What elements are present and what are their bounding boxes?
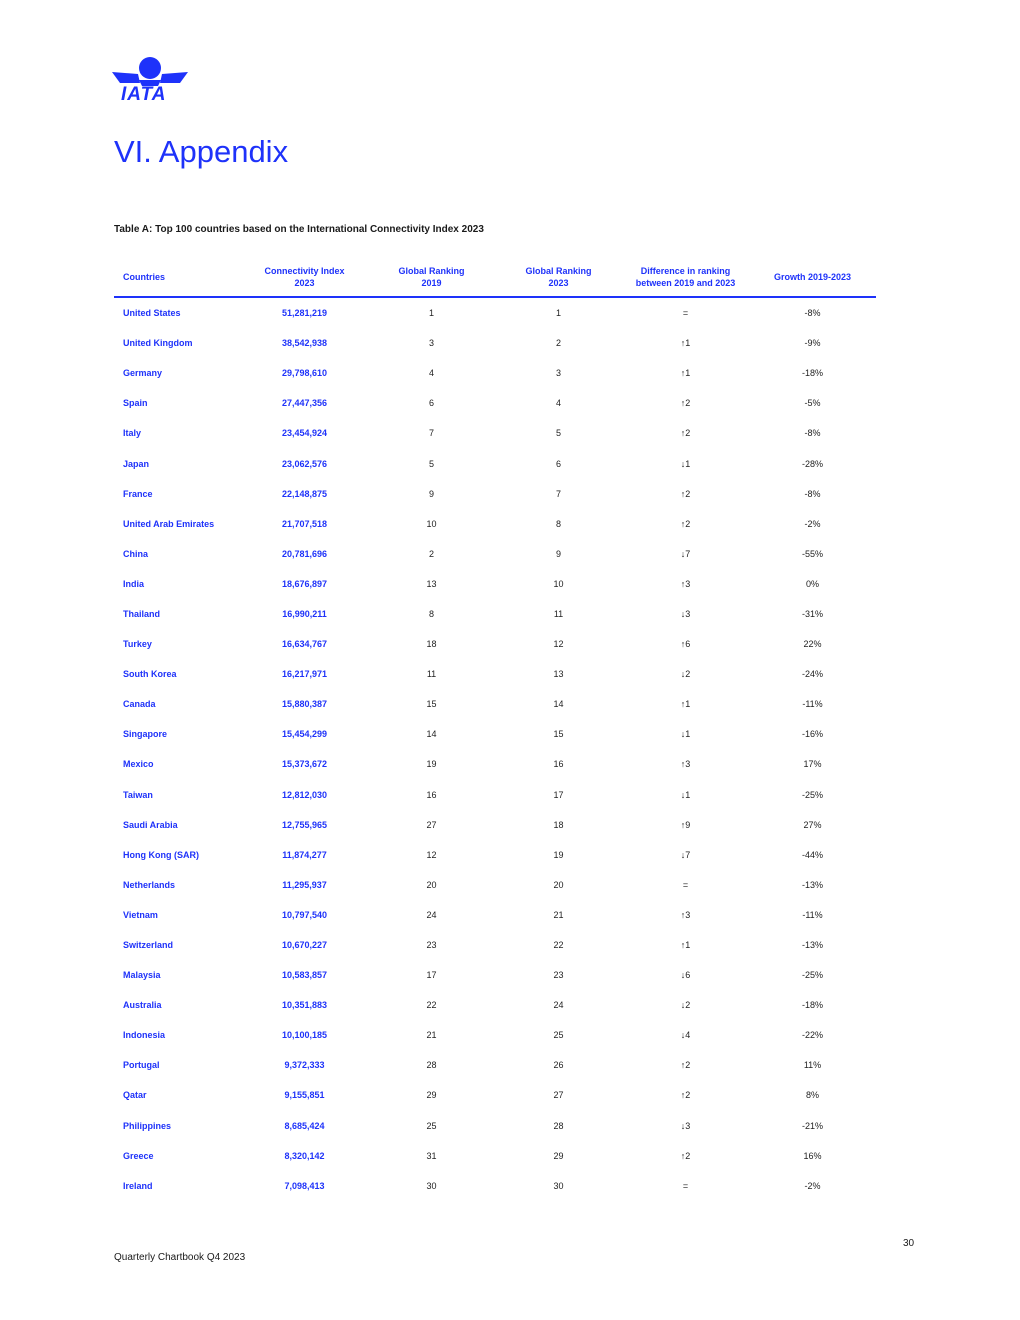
header-growth <box>749 257 876 298</box>
growth-cell: -22% <box>801 1030 823 1041</box>
growth-cell: 22% <box>803 639 822 650</box>
growth-cell: -11% <box>802 699 823 710</box>
growth-cell: -5% <box>804 398 821 409</box>
ranking-2023-cell: 10 <box>553 578 564 589</box>
growth-cell: 11% <box>803 1060 822 1071</box>
growth-cell: 8% <box>805 1090 819 1101</box>
country-cell: Malaysia <box>123 970 161 981</box>
ranking-difference-cell: ↑3 <box>680 578 691 589</box>
table-row <box>114 599 876 629</box>
ranking-2019-cell: 5 <box>428 458 434 469</box>
ranking-2019-cell: 28 <box>426 1060 437 1071</box>
ranking-2019-cell: 14 <box>426 729 437 740</box>
ranking-difference-cell: ↓7 <box>680 849 691 860</box>
ranking-difference-cell: ↓2 <box>680 669 691 680</box>
header-ranking-2023-line2: 2023 <box>548 277 569 288</box>
ranking-2023-cell: 12 <box>553 639 564 650</box>
connectivity-index-cell: 9,155,851 <box>284 1090 325 1101</box>
country-cell: Portugal <box>123 1060 160 1071</box>
ranking-2023-cell: 1 <box>555 308 561 319</box>
connectivity-index-cell: 29,798,610 <box>281 368 328 379</box>
table-row <box>114 1141 876 1171</box>
ranking-2019-cell: 11 <box>426 669 437 680</box>
table-row <box>114 780 876 810</box>
country-cell: Indonesia <box>123 1030 166 1041</box>
country-cell: Philippines <box>123 1120 172 1131</box>
ranking-2019-cell: 20 <box>426 879 437 890</box>
connectivity-index-cell: 11,874,277 <box>282 849 327 860</box>
country-cell: Greece <box>123 1150 154 1161</box>
ranking-2019-cell: 22 <box>426 1000 437 1011</box>
table-row <box>114 509 876 539</box>
country-cell: Australia <box>123 1000 162 1011</box>
ranking-2023-cell: 28 <box>553 1120 564 1131</box>
country-cell: Netherlands <box>123 879 176 890</box>
ranking-2019-cell: 17 <box>426 970 437 981</box>
growth-cell: -13% <box>801 940 823 951</box>
ranking-difference-cell: ↓1 <box>680 729 691 740</box>
header-ranking-2019-line1: Global Ranking <box>398 265 465 276</box>
connectivity-index-cell: 12,755,965 <box>281 819 328 830</box>
ranking-2023-cell: 30 <box>553 1180 564 1191</box>
growth-cell: -24% <box>801 669 823 680</box>
country-cell: Hong Kong (SAR) <box>123 849 199 860</box>
table-row <box>114 659 876 689</box>
ranking-2023-cell: 23 <box>553 970 564 981</box>
table-row <box>114 749 876 779</box>
header-ranking-difference-line2: between 2019 and 2023 <box>635 277 736 288</box>
growth-cell: -18% <box>801 1000 823 1011</box>
ranking-2023-cell: 22 <box>553 940 564 951</box>
logo-text: IATA <box>121 84 167 105</box>
ranking-difference-cell: ↑2 <box>680 1090 691 1101</box>
growth-cell: -8% <box>804 308 821 319</box>
country-cell: Mexico <box>123 759 154 770</box>
ranking-difference-cell: ↑2 <box>680 518 691 529</box>
table-row <box>114 358 876 388</box>
country-cell: China <box>123 548 149 559</box>
ranking-2019-cell: 30 <box>426 1180 437 1191</box>
table-row <box>114 1050 876 1080</box>
ranking-difference-cell: ↑1 <box>680 940 691 951</box>
header-ranking-difference-line1: Difference in ranking <box>640 265 731 276</box>
ranking-2023-cell: 21 <box>553 909 564 920</box>
ranking-2019-cell: 27 <box>426 819 437 830</box>
connectivity-index-cell: 15,454,299 <box>281 729 328 740</box>
ranking-2023-cell: 14 <box>553 699 564 710</box>
ranking-difference-cell: ↓4 <box>680 1030 691 1041</box>
header-ranking-difference <box>622 257 749 298</box>
growth-cell: -44% <box>801 849 823 860</box>
country-cell: Taiwan <box>123 789 153 800</box>
growth-cell: -8% <box>804 488 821 499</box>
page-title: VI. Appendix <box>114 134 289 169</box>
header-connectivity-index-line2: 2023 <box>294 277 315 288</box>
growth-cell: -25% <box>801 789 823 800</box>
growth-cell: 17% <box>803 759 822 770</box>
connectivity-index-cell: 8,320,142 <box>284 1150 325 1161</box>
ranking-2023-cell: 19 <box>553 849 564 860</box>
connectivity-index-cell: 16,634,767 <box>281 639 328 650</box>
ranking-2019-cell: 25 <box>426 1120 437 1131</box>
ranking-difference-cell: ↑2 <box>680 428 691 439</box>
table-header-row <box>114 257 876 298</box>
table-row <box>114 298 876 328</box>
country-cell: Italy <box>123 428 142 439</box>
table-row <box>114 569 876 599</box>
ranking-2023-cell: 11 <box>553 608 564 619</box>
connectivity-index-cell: 8,685,424 <box>284 1120 325 1131</box>
ranking-difference-cell: ↑2 <box>680 1060 691 1071</box>
ranking-2023-cell: 4 <box>555 398 561 409</box>
connectivity-index-cell: 10,351,883 <box>281 1000 328 1011</box>
ranking-2023-cell: 13 <box>553 669 564 680</box>
growth-cell: -18% <box>801 368 823 379</box>
ranking-2023-cell: 20 <box>553 879 564 890</box>
growth-cell: 16% <box>803 1150 822 1161</box>
table-body <box>114 298 876 1201</box>
ranking-2019-cell: 2 <box>428 548 434 559</box>
ranking-2023-cell: 7 <box>555 488 561 499</box>
ranking-2023-cell: 6 <box>555 458 561 469</box>
growth-cell: -11% <box>802 909 823 920</box>
ranking-2023-cell: 18 <box>553 819 564 830</box>
connectivity-index-cell: 10,583,857 <box>281 970 328 981</box>
connectivity-index-cell: 23,062,576 <box>281 458 328 469</box>
ranking-difference-cell: = <box>682 879 689 890</box>
ranking-2023-cell: 5 <box>555 428 561 439</box>
ranking-2019-cell: 12 <box>426 849 437 860</box>
connectivity-index-cell: 16,990,211 <box>282 608 327 619</box>
table-row <box>114 930 876 960</box>
ranking-2023-cell: 25 <box>553 1030 564 1041</box>
growth-cell: -8% <box>804 428 821 439</box>
country-cell: Germany <box>123 368 163 379</box>
country-cell: Vietnam <box>123 909 158 920</box>
country-cell: France <box>123 488 153 499</box>
table-header <box>114 257 876 298</box>
table-row <box>114 1080 876 1110</box>
table-row <box>114 960 876 990</box>
ranking-difference-cell: ↓6 <box>680 970 691 981</box>
table-row <box>114 479 876 509</box>
growth-cell: -2% <box>804 518 821 529</box>
table-row <box>114 689 876 719</box>
connectivity-index-cell: 27,447,356 <box>281 398 328 409</box>
ranking-2019-cell: 23 <box>426 940 437 951</box>
connectivity-index-cell: 9,372,333 <box>284 1060 325 1071</box>
header-ranking-2023 <box>495 257 622 298</box>
table-row <box>114 840 876 870</box>
ranking-2023-cell: 27 <box>553 1090 564 1101</box>
ranking-2019-cell: 1 <box>428 308 434 319</box>
country-cell: United Kingdom <box>123 338 193 349</box>
country-cell: Spain <box>123 398 148 409</box>
growth-cell: -13% <box>801 879 823 890</box>
connectivity-index-table <box>114 257 876 1201</box>
connectivity-index-cell: 22,148,875 <box>281 488 328 499</box>
table-row <box>114 810 876 840</box>
country-cell: Canada <box>123 699 156 710</box>
ranking-difference-cell: = <box>682 308 689 319</box>
ranking-2023-cell: 8 <box>555 518 561 529</box>
ranking-difference-cell: ↓7 <box>680 548 691 559</box>
table-row <box>114 719 876 749</box>
ranking-difference-cell: ↑2 <box>680 488 691 499</box>
connectivity-index-cell: 23,454,924 <box>281 428 328 439</box>
ranking-2019-cell: 21 <box>426 1030 437 1041</box>
header-ranking-2019-line2: 2019 <box>421 277 442 288</box>
ranking-2019-cell: 16 <box>426 789 437 800</box>
ranking-difference-cell: = <box>682 1180 689 1191</box>
footer-text: Quarterly Chartbook Q4 2023 <box>114 1252 246 1263</box>
country-cell: Japan <box>123 458 150 469</box>
table-caption: Table A: Top 100 countries based on the International Connectivity Index 2023 <box>114 224 484 235</box>
ranking-2023-cell: 15 <box>553 729 564 740</box>
growth-cell: -21% <box>801 1120 823 1131</box>
growth-cell: 0% <box>805 578 819 589</box>
table-row <box>114 629 876 659</box>
ranking-2023-cell: 3 <box>555 368 561 379</box>
connectivity-index-cell: 21,707,518 <box>281 518 328 529</box>
ranking-difference-cell: ↑2 <box>680 1150 691 1161</box>
ranking-2023-cell: 17 <box>553 789 564 800</box>
connectivity-index-cell: 10,670,227 <box>281 940 328 951</box>
country-cell: Qatar <box>123 1090 147 1101</box>
growth-cell: -2% <box>804 1180 821 1191</box>
ranking-2019-cell: 19 <box>426 759 437 770</box>
header-countries <box>114 257 241 298</box>
ranking-2023-cell: 16 <box>553 759 564 770</box>
ranking-2019-cell: 9 <box>428 488 434 499</box>
ranking-2019-cell: 13 <box>426 578 437 589</box>
table-row <box>114 328 876 358</box>
ranking-difference-cell: ↓2 <box>680 1000 691 1011</box>
ranking-difference-cell: ↑1 <box>680 368 691 379</box>
ranking-difference-cell: ↓1 <box>680 458 691 469</box>
connectivity-index-cell: 15,880,387 <box>281 699 328 710</box>
growth-cell: -9% <box>804 338 821 349</box>
connectivity-index-cell: 51,281,219 <box>281 308 328 319</box>
table-row <box>114 990 876 1020</box>
growth-cell: -16% <box>801 729 823 740</box>
connectivity-index-cell: 18,676,897 <box>281 578 328 589</box>
ranking-2019-cell: 3 <box>428 338 434 349</box>
ranking-2023-cell: 29 <box>553 1150 564 1161</box>
ranking-difference-cell: ↑6 <box>680 639 691 650</box>
ranking-difference-cell: ↑9 <box>680 819 691 830</box>
page-number: 30 <box>903 1238 915 1249</box>
ranking-2019-cell: 31 <box>426 1150 437 1161</box>
ranking-2019-cell: 4 <box>428 368 434 379</box>
header-ranking-2023-line1: Global Ranking <box>525 265 592 276</box>
ranking-difference-cell: ↑1 <box>680 338 691 349</box>
table-row <box>114 388 876 418</box>
growth-cell: -55% <box>801 548 823 559</box>
table-row <box>114 900 876 930</box>
country-cell: South Korea <box>123 669 177 680</box>
country-cell: Singapore <box>123 729 168 740</box>
connectivity-index-cell: 11,295,937 <box>282 879 327 890</box>
country-cell: Thailand <box>123 608 161 619</box>
ranking-2023-cell: 9 <box>555 548 561 559</box>
country-cell: United States <box>123 308 181 319</box>
table-row <box>114 448 876 478</box>
ranking-2019-cell: 24 <box>426 909 437 920</box>
ranking-2023-cell: 24 <box>553 1000 564 1011</box>
growth-cell: 27% <box>803 819 822 830</box>
connectivity-index-cell: 10,100,185 <box>281 1030 328 1041</box>
table-row <box>114 418 876 448</box>
ranking-difference-cell: ↑2 <box>680 398 691 409</box>
table-row <box>114 1020 876 1050</box>
ranking-2019-cell: 7 <box>428 428 434 439</box>
connectivity-index-cell: 38,542,938 <box>281 338 328 349</box>
ranking-difference-cell: ↑3 <box>680 909 691 920</box>
table-row <box>114 870 876 900</box>
ranking-2019-cell: 8 <box>428 608 434 619</box>
header-countries-label: Countries <box>123 271 166 282</box>
country-cell: India <box>123 578 145 589</box>
table-row <box>114 539 876 569</box>
growth-cell: -28% <box>801 458 823 469</box>
country-cell: Turkey <box>123 639 152 650</box>
country-cell: Switzerland <box>123 940 174 951</box>
connectivity-index-cell: 20,781,696 <box>281 548 328 559</box>
growth-cell: -25% <box>801 970 823 981</box>
table-row <box>114 1111 876 1141</box>
ranking-2023-cell: 26 <box>553 1060 564 1071</box>
header-growth-label: Growth 2019-2023 <box>773 271 852 282</box>
connectivity-index-cell: 7,098,413 <box>284 1180 325 1191</box>
ranking-2019-cell: 18 <box>426 639 437 650</box>
country-cell: United Arab Emirates <box>123 518 215 529</box>
ranking-2019-cell: 6 <box>428 398 434 409</box>
table-row <box>114 1171 876 1201</box>
ranking-difference-cell: ↓3 <box>680 608 691 619</box>
ranking-2019-cell: 29 <box>426 1090 437 1101</box>
connectivity-index-cell: 12,812,030 <box>281 789 328 800</box>
header-connectivity-index <box>241 257 368 298</box>
ranking-2019-cell: 15 <box>426 699 437 710</box>
ranking-difference-cell: ↑1 <box>680 699 691 710</box>
country-cell: Ireland <box>123 1180 153 1191</box>
country-cell: Saudi Arabia <box>123 819 178 830</box>
connectivity-index-cell: 10,797,540 <box>281 909 328 920</box>
ranking-2023-cell: 2 <box>555 338 561 349</box>
header-connectivity-index-line1: Connectivity Index <box>264 265 345 276</box>
connectivity-index-cell: 16,217,971 <box>281 669 328 680</box>
connectivity-index-cell: 15,373,672 <box>281 759 328 770</box>
header-ranking-2019 <box>368 257 495 298</box>
growth-cell: -31% <box>801 608 823 619</box>
ranking-difference-cell: ↑3 <box>680 759 691 770</box>
ranking-difference-cell: ↓1 <box>680 789 691 800</box>
ranking-2019-cell: 10 <box>426 518 437 529</box>
ranking-difference-cell: ↓3 <box>680 1120 691 1131</box>
